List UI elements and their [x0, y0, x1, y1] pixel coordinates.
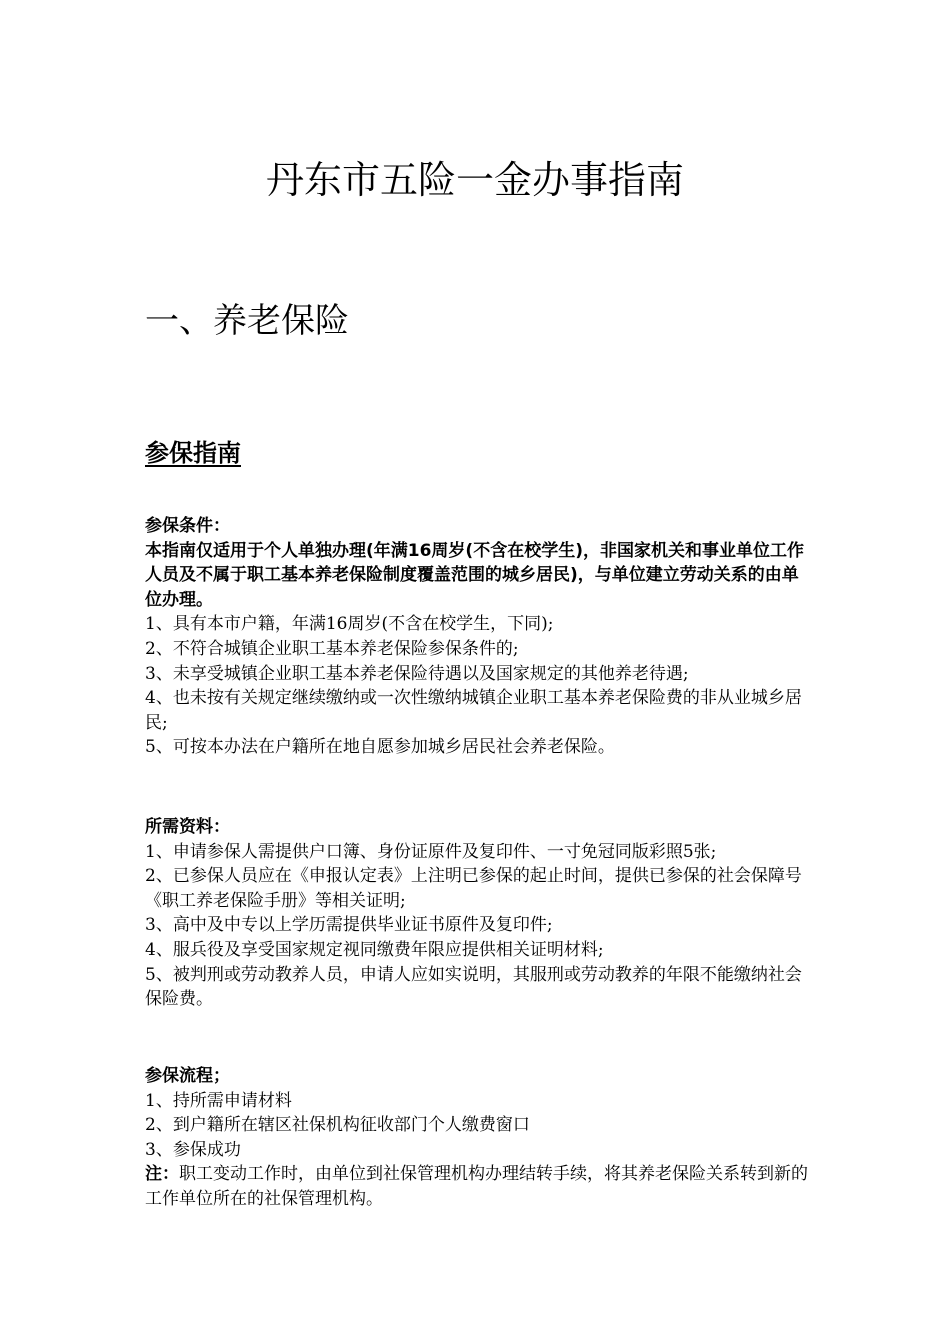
process-note: [145, 1162, 815, 1211]
page-title: 丹东市五险一金办事指南: [265, 158, 684, 202]
condition-item: 4、也未按有关规定继续缴纳或一次性缴纳城镇企业职工基本养老保险费的非从业城乡居民;: [145, 688, 802, 733]
note-label: 注：: [145, 1164, 179, 1185]
condition-item: 3、未享受城镇企业职工基本养老保险待遇以及国家规定的其他养老待遇;: [145, 663, 689, 684]
material-item: 1、申请参保人需提供户口簿、身份证原件及复印件、一寸免冠同版彩照5张;: [145, 841, 717, 862]
condition-item: 2、不符合城镇企业职工基本养老保险参保条件的;: [145, 638, 519, 659]
materials-label: 所需资料：: [145, 817, 230, 837]
section-heading-pension: 一、养老保险: [145, 301, 349, 341]
material-item: 3、高中及中专以上学历需提供毕业证书原件及复印件;: [145, 915, 553, 936]
process-step: 2、到户籍所在辖区社保机构征收部门个人缴费窗口: [145, 1115, 530, 1136]
enrollment-conditions-section: [145, 514, 815, 760]
note-text: 职工变动工作时，由单位到社保管理机构办理结转手续，将其养老保险关系转到新的工作单位所在的社保管理机构。: [145, 1164, 808, 1209]
conditions-intro: 本指南仅适用于个人单独办理(年满16周岁(不含在校学生)，非国家机关和事业单位工作人员及不属于职工基本养老保险制度覆盖范围的城乡居民)，与单位建立劳动关系的由单位办理。: [145, 540, 804, 610]
conditions-label: 参保条件：: [145, 516, 230, 536]
subheading-enrollment-guide: 参保指南: [145, 439, 241, 467]
process-label: 参保流程；: [145, 1066, 230, 1086]
condition-item: 1、具有本市户籍，年满16周岁(不含在校学生，下同);: [145, 614, 554, 635]
condition-item: 5、可按本办法在户籍所在地自愿参加城乡居民社会养老保险。: [145, 737, 615, 758]
process-step: 3、参保成功: [145, 1139, 241, 1160]
enrollment-process-section: [145, 1064, 815, 1212]
material-item: 4、服兵役及享受国家规定视同缴费年限应提供相关证明材料;: [145, 939, 604, 960]
material-item: 2、已参保人员应在《申报认定表》上注明已参保的起止时间，提供已参保的社会保障号《职工养老保险手册》等相关证明;: [145, 866, 802, 911]
required-materials-section: [145, 815, 815, 1012]
material-item: 5、被判刑或劳动教养人员，申请人应如实说明，其服刑或劳动教养的年限不能缴纳社会保险费。: [145, 964, 802, 1010]
process-step: 1、持所需申请材料: [145, 1090, 292, 1111]
